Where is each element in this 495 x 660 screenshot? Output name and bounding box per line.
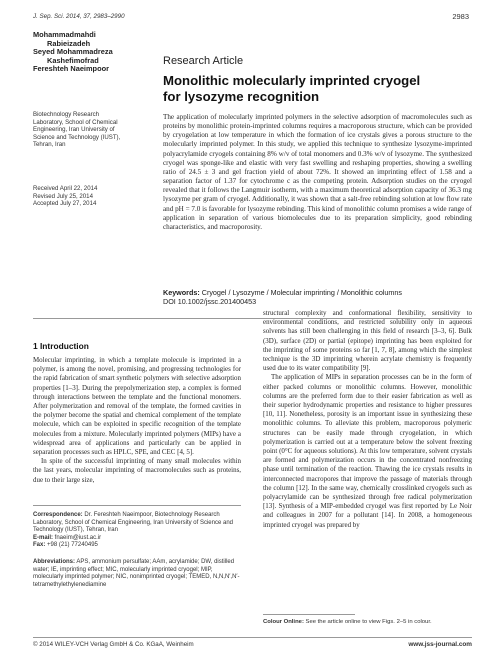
author-line: Rabieizadeh [47, 38, 91, 48]
correspondence [33, 512, 241, 550]
colour-online-note [263, 619, 472, 625]
colour-note-label: Colour Online: [263, 619, 304, 625]
keywords-block [163, 288, 472, 306]
running-head: J. Sep. Sci. 2014, 37, 2983–2990 [33, 13, 125, 20]
paragraph: structural complexity and conformational flexibility, sensitivity to environmental conditions, and restricted solubility only in aqueous solvents has still been challenging in this field of research [3–3, 6]. Bulk (3D), surface (2D) or partial (epitope) imprinting has been exploited for the imprinting of some proteins so far [1, 7, 8], among which the simplest technique is the 3D imprinting wherein acrylate chemistry is frequently used due to its water compatibility [9]. [263, 309, 472, 373]
affiliation-line: Laboratory, School of Chemical [33, 118, 118, 126]
divider [33, 637, 472, 638]
abstract: The application of molecularly imprinted polymers in the selective adsorption of macromolecules such as proteins by monolithic protein-imprinted columns requires a macroporous structure, which can be provided by cryogelation at low temperature in which the formation of ice crystals gives a porous structure to the molecularly imprinted polymer. In this study, we applied this technique to synthesize lysozyme-imprinted polyacrylamide cryogels containing 8% w/v of total monomers and 0.3% w/v of lysozyme. The synthesized cryogel was sponge-like and elastic with very fast swelling and reshaping properties, showing a swelling ratio of 24.5 ± 3 and gel fraction yield of about 72%. It showed an imprinting effect of 1.58 and a separation factor of 1.37 for cytochrome c as the competing protein. Adsorption studies on the cryogel revealed that it follows the Langmuir isotherm, with a maximum theoretical adsorption capacity of 36.3 mg lysozyme per gram of cryogel. Additionally, it was shown that a salt-free rebinding solution at low flow rate and pH = 7.0 is favorable for lysozyme rebinding. This kind of monolithic column promises a wide range of application in separation of various biomolecules due to its preparation simplicity, good rebinding characteristics, and macroporosity. [163, 113, 472, 231]
right-column-text [263, 309, 472, 530]
email-label: E-mail: [33, 534, 54, 541]
author-line: Mohammadmahdi [33, 30, 96, 39]
title-line: for lysozyme recognition [163, 88, 320, 104]
copyright: © 2014 WILEY-VCH Verlag GmbH & Co. KGaA, Weinheim [33, 641, 194, 648]
page-number: 2983 [452, 12, 469, 21]
title-line: Monolithic molecularly imprinted cryogel [163, 73, 421, 88]
paragraph: The application of MIPs in separation processes can be in the form of either packed columns or monolithic columns. However, monolithic columns are the preferred form due to their easier fabrication as well as their superior hydrodynamic properties and resistance to higher pressures [10, 11]. Nonetheless, porosity is an important issue in synthesizing these monolithic columns. To alleviate this problem, macroporous polymeric structures can be easily made through cryogelation, in which polymerization is carried out at a temperature below the solvent freezing point (0°C for aqueous solutions). At this low temperature, solvent crystals are formed and polymerization occurs in the concentrated nonfreezing phase until termination of the reaction. Thawing the ice crystals results in interconnected macropores that improve the passage of materials through the column [12]. In the same way, chemically crosslinked cryogels such as polyacrylamide can be synthesized through free radical polymerization [13]. Synthesis of a MIP-embedded cryogel was first reported by Le Noir and colleagues in 2007 for a pollutant [14]. In 2008, a homogeneous imprinted cryogel was prepared by [263, 373, 472, 529]
abbreviations [33, 559, 241, 589]
divider [263, 614, 355, 615]
article-type: Research Article [163, 55, 244, 67]
paragraph: Molecular imprinting, in which a template molecule is imprinted in a polymer, is among the novel, promising, and progressing technologies for the rapid fabrication of smart synthetic polymers with selective adsorption properties [1–3]. During the prepolymerization step, a complex is formed through interactions between the template and the functional monomers. After polymerization and removal of the template, the formed cavities in the polymer become the spatial and chemical complement of the template molecule, which can be exploited in specific recognition of the template molecules from a mixture. Molecularly imprinted polymers (MIPs) have a widespread area of applications and particularly can be applied in separation processes such as HPLC, SPE, and CEC [4, 5]. [33, 356, 241, 457]
accepted-date: Accepted July 27, 2014 [33, 200, 97, 207]
author-list [33, 31, 151, 74]
affiliation-line: Engineering, Iran University of [33, 126, 115, 133]
keywords-label: Keywords: [163, 288, 200, 297]
abbreviations-label: Abbreviations: [33, 559, 76, 565]
left-column-text [33, 356, 241, 485]
article-dates [33, 185, 145, 208]
affiliation-line: Science and Technology (IUST), [33, 133, 121, 141]
fax-number: +98 (21) 77240495 [45, 542, 98, 548]
paragraph: In spite of the successful imprinting of many small molecules within the last years, molecular imprinting of macromolecules such as proteins, due to their large size, [33, 457, 241, 484]
divider [33, 505, 241, 506]
fax-label: Fax: [33, 542, 46, 548]
affiliation-line: Biotechnology Research [33, 111, 100, 118]
correspondence-text: Dr. Fereshteh Naeimpoor, Biotechnology Research Laboratory, School of Chemical Engineering, Iran University of Science and Technology (IUST), Tehran, Iran [33, 512, 233, 533]
doi: DOI 10.1002/jssc.201400453 [163, 297, 257, 306]
article-title [163, 73, 473, 104]
affiliation-line: Tehran, Iran [33, 141, 66, 148]
abbreviations-text: APS, ammonium persulfate; AAm, acrylamide; DW, distilled water; IE, imprinting effect; MIC, molecularly imprinted cryogel; MIP, molecularly imprinted polymer; NIC, nonimprinted cryogel; TEMED, N,N,N′,N′-tetramethylethylenediamine [33, 559, 240, 588]
author-line: Seyed Mohammadreza [33, 47, 113, 57]
revised-date: Revised July 25, 2014 [33, 192, 93, 200]
author-line: Kashefimofrad [47, 55, 99, 65]
colour-note-text: See the article online to view Figs. 2–5 in colour. [303, 619, 432, 625]
email-address: fnaeim@iust.ac.ir [53, 534, 102, 541]
keywords-list: Cryogel / Lysozyme / Molecular imprinting / Monolithic columns [201, 288, 403, 297]
received-date: Received April 22, 2014 [33, 185, 98, 192]
journal-website-link[interactable]: www.jss-journal.com [408, 641, 472, 648]
correspondence-label: Correspondence: [33, 512, 83, 518]
affiliation [33, 111, 145, 149]
section-heading: 1 Introduction [33, 341, 89, 351]
author-line: Fereshteh Naeimpoor [33, 64, 109, 74]
